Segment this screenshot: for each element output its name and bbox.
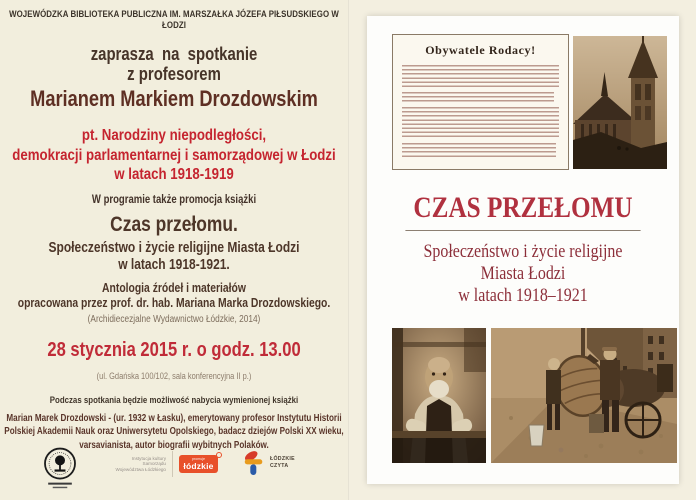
vendor-portrait-photo xyxy=(392,328,486,463)
institution-caption-line-1: Instytucja kultury xyxy=(131,455,166,461)
library-name: WOJEWÓDZKA BIBLIOTEKA PUBLICZNA IM. MARSZAŁKA JÓZEFA PIŁSUDSKIEGO W ŁODZI xyxy=(9,9,339,31)
promo-note: W programie także promocja książki xyxy=(91,193,257,206)
book-subtitle xyxy=(0,240,348,274)
lecture-title xyxy=(0,126,348,185)
book-desc-line-1: Antologia źródeł i materiałów xyxy=(102,280,246,295)
proclamation-heading: Obywatele Rodacy! xyxy=(425,43,536,57)
book-subtitle-line-2: w latach 1918-1921. xyxy=(118,256,230,273)
lecture-title-line-2: demokracji parlamentarnej i samorządowej w Łodzi xyxy=(12,146,336,164)
facsimile-text-lines xyxy=(402,143,556,159)
lodzkie-czyta-line-2: CZYTA xyxy=(270,462,289,469)
facsimile-text-lines xyxy=(402,107,559,140)
book-cover xyxy=(367,16,679,484)
cover-subtitle-line-2: Miasta Łodzi xyxy=(480,263,566,284)
facsimile-text-lines xyxy=(402,92,554,104)
book-description xyxy=(0,281,348,311)
book-title: Czas przełomu. xyxy=(110,212,238,236)
lodzkie-czyta-logo xyxy=(242,449,295,476)
invite-line-1: zaprasza na spotkanie xyxy=(90,44,258,64)
book-cover-page xyxy=(348,0,696,500)
institution-caption-line-2: Samorządu xyxy=(142,461,166,467)
professor-bio: Marian Marek Drozdowski - (ur. 1932 w Łasku), emerytowany profesor Instytutu Historii Polskiej Akademii Nauk oraz Uniwersytetu Opolskiego, badacz dziejów Polski XX wieku, varsavianista, autor biografii wybitnych Polaków. xyxy=(4,412,344,451)
lodzkie-czyta-text xyxy=(270,456,295,468)
cover-title-block xyxy=(392,192,654,307)
lecture-title-line-1: pt. Narodziny niepodległości, xyxy=(81,127,267,144)
institution-caption-line-3: Województwa Łódzkiego xyxy=(115,466,166,472)
lodzkie-badge-text: łódzkie xyxy=(183,461,214,471)
logos-row xyxy=(0,444,348,494)
event-date: 28 stycznia 2015 r. o godz. 13.00 xyxy=(47,338,301,361)
lodzkie-czyta-line-1: ŁÓDZKIE xyxy=(270,456,295,463)
purchase-note: Podczas spotkania będzie możliwość nabycia wymienionej książki xyxy=(49,394,299,406)
invite-line-2: z profesorem xyxy=(127,64,221,84)
cathedral-photo xyxy=(573,36,667,169)
lodzkie-badge-ring-icon xyxy=(216,452,222,458)
venue-note: (ul. Gdańska 100/102, sala konferencyjna II p.) xyxy=(96,370,252,381)
cover-subtitle-line-1: Społeczeństwo i życie religijne xyxy=(423,241,623,262)
lecture-title-line-3: w latach 1918-1919 xyxy=(114,166,234,183)
library-seal-icon xyxy=(40,446,80,497)
lodzkie-institution-logo xyxy=(108,451,218,477)
lodzkie-badge-top-text: promuje xyxy=(192,457,205,461)
street-scene-photo xyxy=(491,328,677,463)
institution-caption xyxy=(108,456,166,473)
logo-divider xyxy=(172,451,173,477)
book-subtitle-line-1: Społeczeństwo i życie religijne Miasta Łodzi xyxy=(48,239,300,256)
lodzkie-badge-icon xyxy=(179,455,218,473)
professor-name: Marianem Markiem Drozdowskim xyxy=(30,86,318,111)
publisher-note: (Archidiecezjalne Wydawnictwo Łódzkie, 2014) xyxy=(87,313,261,325)
title-rule xyxy=(405,230,640,231)
proclamation-facsimile xyxy=(392,34,569,170)
cover-subtitle-line-3: w latach 1918–1921 xyxy=(458,285,588,306)
lodzkie-czyta-mark-icon xyxy=(242,449,266,476)
invitation-text-block xyxy=(0,0,348,452)
facsimile-text-lines xyxy=(402,65,559,89)
book-desc-line-2: opracowana przez prof. dr. hab. Mariana Marka Drozdowskiego. xyxy=(17,295,331,310)
cover-title: CZAS PRZEŁOMU xyxy=(413,191,633,224)
